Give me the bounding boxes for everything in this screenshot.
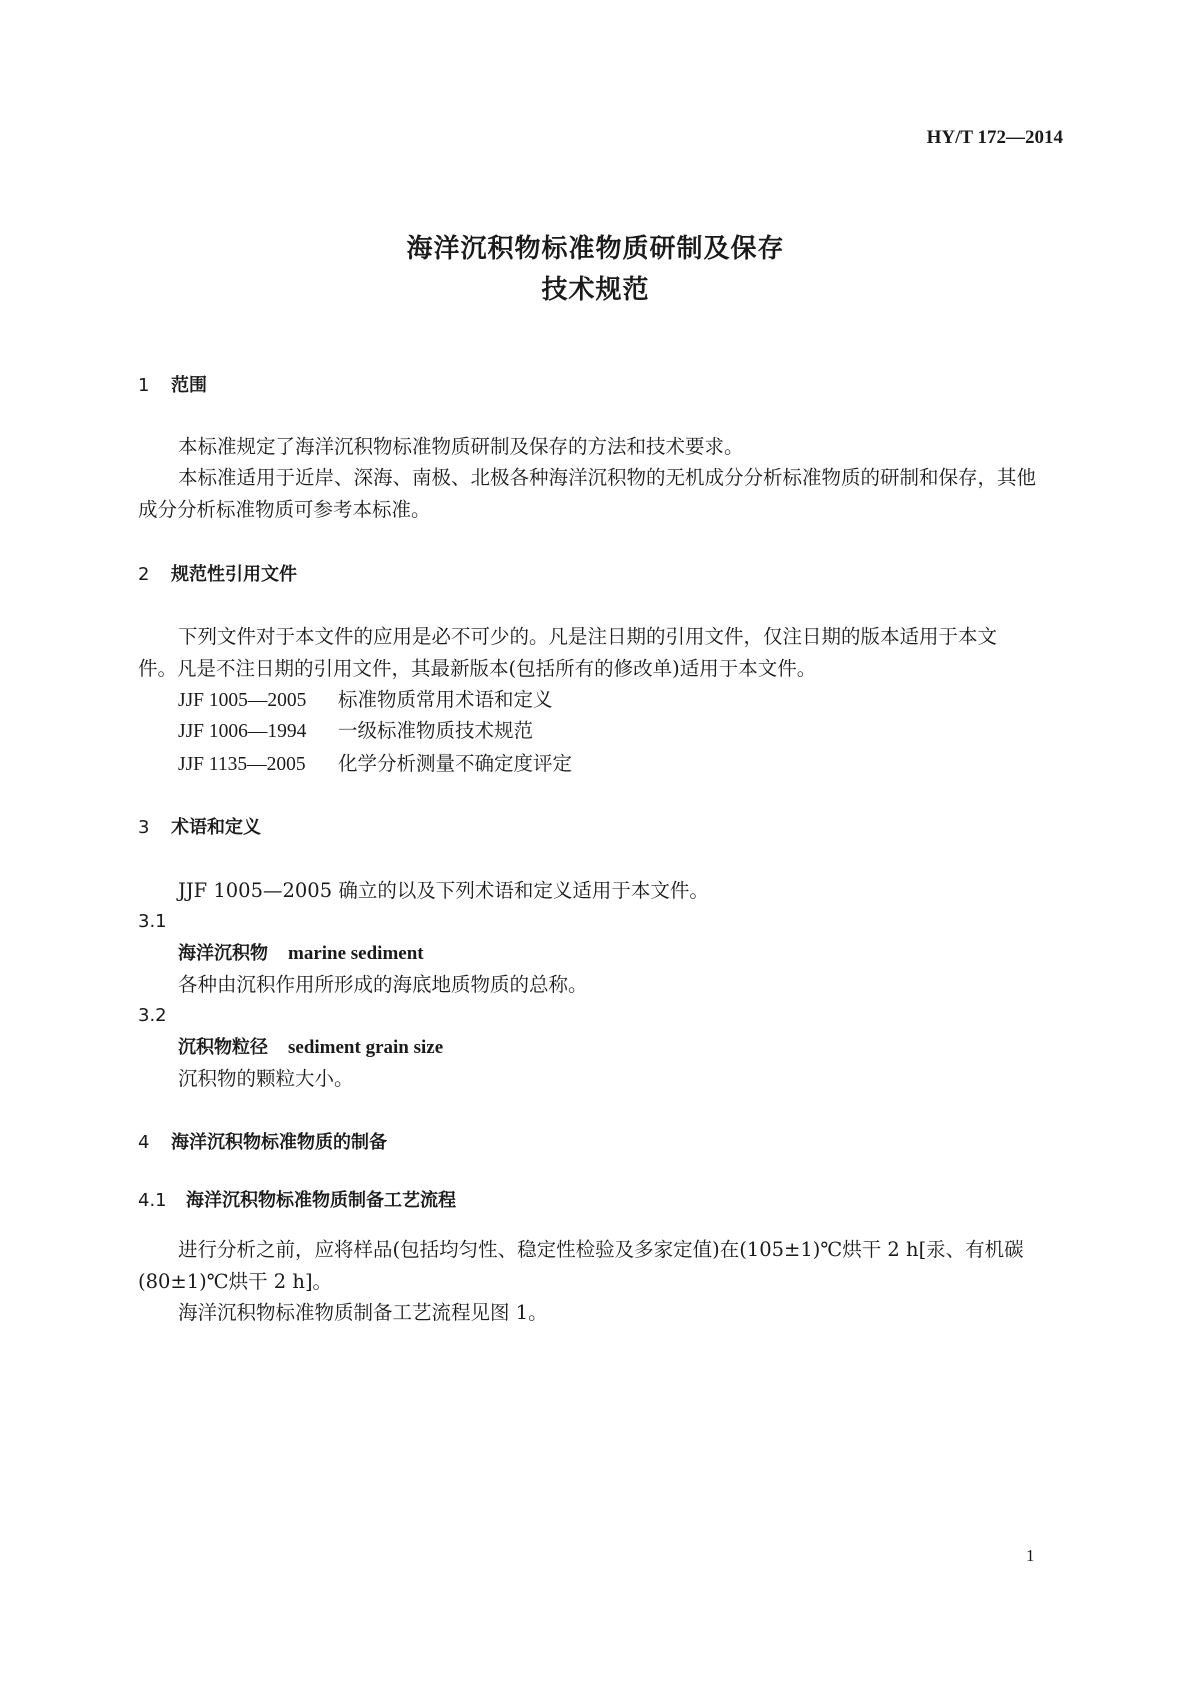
term-en: sediment grain size	[288, 1037, 444, 1058]
paragraph: 海洋沉积物标准物质制备工艺流程见图 1。	[178, 1301, 548, 1324]
section-heading-1	[138, 377, 207, 395]
section-title: 海洋沉积物标准物质制备工艺流程	[186, 1190, 456, 1211]
section-heading-3	[138, 819, 261, 837]
paragraph-continuation: 件。凡是不注日期的引用文件，其最新版本(包括所有的修改单)适用于本文件。	[138, 657, 817, 680]
reference-code: JJF 1006—1994	[178, 721, 307, 742]
reference-name: 标准物质常用术语和定义	[338, 688, 553, 711]
reference-item	[178, 721, 533, 742]
paragraph-continuation: (80±1)℃烘干 2 h]。	[138, 1270, 333, 1293]
section-number: 4	[138, 1132, 150, 1153]
standard-code: HY/T 172—2014	[926, 127, 1063, 148]
term-en: marine sediment	[288, 943, 424, 964]
section-title: 规范性引用文件	[171, 564, 297, 585]
section-heading-2	[138, 566, 297, 584]
section-number: 1	[138, 375, 150, 396]
term-number: 3.1	[138, 911, 167, 932]
document-title-line2: 技术规范	[541, 275, 650, 305]
reference-code: JJF 1005—2005	[178, 690, 307, 711]
section-title: 海洋沉积物标准物质的制备	[171, 1132, 387, 1153]
reference-name: 一级标准物质技术规范	[338, 719, 534, 742]
paragraph: 本标准规定了海洋沉积物标准物质研制及保存的方法和技术要求。	[178, 435, 744, 458]
reference-name: 化学分析测量不确定度评定	[338, 752, 573, 775]
term-definition: 沉积物的颗粒大小。	[178, 1067, 354, 1090]
term-definition: 各种由沉积作用所形成的海底地质物质的总称。	[178, 973, 588, 996]
term-title	[178, 944, 424, 963]
term-zh: 沉积物粒径	[178, 1037, 268, 1058]
section-heading-4	[138, 1134, 387, 1152]
subsection-heading-4-1	[138, 1192, 456, 1210]
paragraph-continuation: 成分分析标准物质可参考本标准。	[138, 498, 431, 521]
reference-code: JJF 1135—2005	[178, 754, 306, 775]
term-zh: 海洋沉积物	[178, 943, 268, 964]
section-title: 范围	[171, 375, 207, 396]
reference-item	[178, 690, 553, 711]
paragraph: 下列文件对于本文件的应用是必不可少的。凡是注日期的引用文件，仅注日期的版本适用于本文	[178, 625, 998, 648]
section-title: 术语和定义	[171, 817, 261, 838]
term-title	[178, 1038, 443, 1057]
term-number: 3.2	[138, 1005, 167, 1026]
document-title: 海洋沉积物标准物质研制及保存	[406, 234, 785, 264]
reference-item	[178, 754, 572, 775]
section-number: 3	[138, 817, 150, 838]
paragraph: JJF 1005—2005 确立的以及下列术语和定义适用于本文件。	[178, 879, 709, 902]
paragraph: 进行分析之前，应将样品(包括均匀性、稳定性检验及多家定值)在(105±1)℃烘干 2 h[汞、有机碳	[178, 1238, 1024, 1261]
section-number: 2	[138, 564, 150, 585]
section-number: 4.1	[138, 1190, 167, 1211]
page-number: 1	[1026, 1546, 1035, 1565]
paragraph: 本标准适用于近岸、深海、南极、北极各种海洋沉积物的无机成分分析标准物质的研制和保存，其他	[178, 466, 1037, 489]
